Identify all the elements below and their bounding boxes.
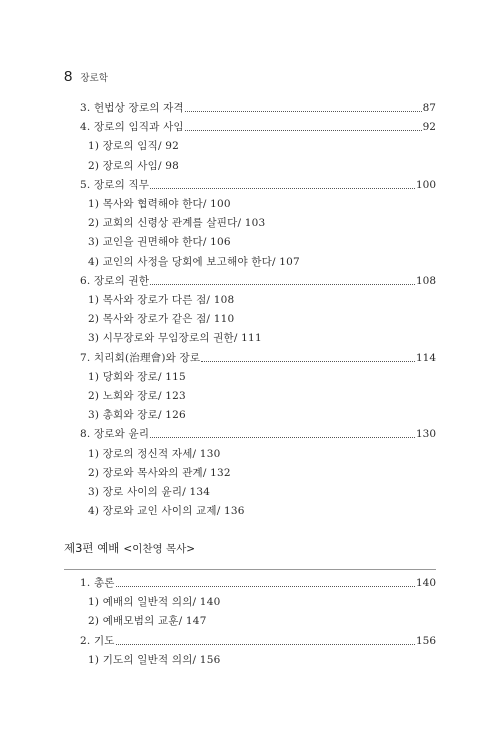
toc-page-number: 87 (422, 102, 436, 114)
toc-entry-label: 2) 노회와 장로/ 123 (88, 390, 186, 402)
toc-subsection-entry (0, 292, 500, 308)
toc-entry-label: 2) 장로와 목사와의 관계/ 132 (88, 466, 231, 479)
toc-entry-label: 3. 헌법상 장로의 자격 (80, 102, 184, 114)
toc-entry-label: 5. 장로의 직무 (80, 178, 150, 191)
book-title: 장로학 (80, 73, 108, 84)
dot-leader (185, 130, 422, 131)
toc-chapter-entry (0, 575, 500, 591)
toc-subsection-entry (0, 196, 500, 212)
toc-chapter-entry (0, 273, 500, 289)
toc-entry-label: 1) 목사와 협력해야 한다/ 100 (88, 198, 231, 210)
dot-leader (185, 111, 422, 112)
toc-subsection-entry (0, 484, 500, 500)
toc-entry-label: 3) 시무장로와 무임장로의 권한/ 111 (88, 332, 262, 345)
toc-entry-label: 4) 교인의 사정을 당회에 보고해야 한다/ 107 (88, 255, 300, 268)
dot-leader (150, 188, 415, 189)
toc-subsection-entry (0, 446, 500, 462)
toc-entry-label: 2) 교회의 신령상 관계를 살핀다/ 103 (88, 217, 266, 230)
toc-subsection-entry (0, 652, 500, 668)
toc-page-number: 92 (422, 121, 436, 134)
toc-page-number: 156 (415, 634, 436, 647)
toc-subsection-entry (0, 138, 500, 154)
page-number: 8 (64, 68, 73, 85)
toc-entry-label: 3) 총회와 장로/ 126 (88, 409, 186, 422)
toc-chapter-entry (0, 350, 500, 366)
toc-subsection-entry (0, 330, 500, 346)
divider-rule (64, 569, 436, 570)
running-head (64, 68, 108, 85)
toc-subsection-entry (0, 215, 500, 231)
toc-subsection-entry (0, 407, 500, 423)
toc-page-number: 130 (415, 428, 436, 441)
dot-leader (116, 644, 415, 645)
toc-subsection-entry (0, 613, 500, 629)
toc-chapter-entry (0, 119, 500, 135)
part-heading (64, 540, 195, 556)
toc-page-number: 100 (415, 178, 436, 191)
toc-subsection-entry (0, 388, 500, 404)
toc-subsection-entry (0, 311, 500, 327)
dot-leader (201, 361, 415, 362)
toc-chapter-entry (0, 633, 500, 649)
toc-chapter-entry (0, 100, 500, 116)
toc-subsection-entry (0, 234, 500, 250)
toc-chapter-entry (0, 177, 500, 193)
toc-chapter-entry (0, 426, 500, 442)
toc-entry-label: 1) 기도의 일반적 의의/ 156 (88, 653, 221, 666)
toc-subsection-entry (0, 158, 500, 174)
toc-page-number: 140 (415, 577, 436, 589)
toc-page-number: 114 (415, 351, 436, 364)
toc-entry-label: 3) 장로 사이의 윤리/ 134 (88, 486, 211, 498)
dot-leader (116, 586, 415, 587)
toc-entry-label: 2) 예배모범의 교훈/ 147 (88, 615, 207, 628)
toc-subsection-entry (0, 465, 500, 481)
toc-entry-label: 1) 예배의 일반적 의의/ 140 (88, 596, 221, 609)
toc-entry-label: 1) 장로의 임직/ 92 (88, 140, 180, 153)
toc-subsection-entry (0, 369, 500, 385)
toc-subsection-entry (0, 254, 500, 270)
part-author: <이찬영 목사> (123, 543, 196, 555)
toc-page-number: 108 (415, 274, 436, 287)
toc-entry-label: 4) 장로와 교인 사이의 교제/ 136 (88, 505, 245, 518)
toc-subsection-entry (0, 503, 500, 519)
toc-entry-label: 1) 장로의 정신적 자세/ 130 (88, 447, 221, 460)
toc-entry-label: 1) 목사와 장로가 다른 점/ 108 (88, 294, 235, 306)
toc-entry-label: 4. 장로의 임직과 사임 (80, 121, 184, 134)
toc-entry-label: 6. 장로의 권한 (80, 274, 150, 287)
toc-subsection-entry (0, 594, 500, 610)
toc-entry-label: 1) 당회와 장로/ 115 (88, 370, 186, 383)
toc-entry-label: 1. 총론 (80, 577, 115, 589)
toc-entry-label: 2. 기도 (80, 634, 115, 647)
part-title: 제3편 예배 (64, 541, 120, 555)
toc-entry-label: 7. 치리회(治理會)와 장로 (80, 351, 201, 364)
toc-entry-label: 2) 목사와 장로가 같은 점/ 110 (88, 313, 235, 326)
dot-leader (150, 437, 415, 438)
toc-entry-label: 2) 장로의 사임/ 98 (88, 159, 180, 172)
dot-leader (150, 284, 415, 285)
toc-entry-label: 3) 교인을 권면해야 한다/ 106 (88, 236, 231, 249)
toc-entry-label: 8. 장로와 윤리 (80, 428, 150, 441)
